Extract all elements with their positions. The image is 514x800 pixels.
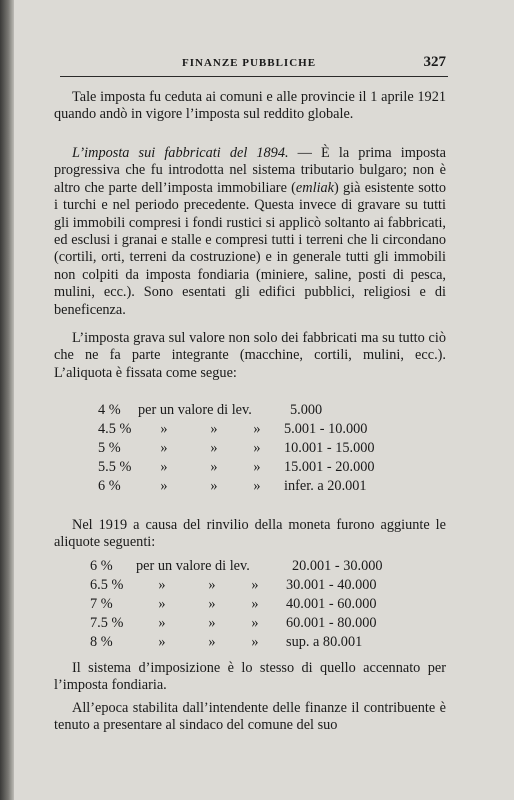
rate-table-2 [90, 557, 383, 652]
ditto-mark: » [208, 634, 216, 650]
paragraph-2-text-b: ) già esistente sotto i turchi e nel periodo precedente. Questa invece di gravare su tutti gli immobili compresi i fondi rustici si applicò soltanto ai fabbricati, ed esclusi i granai e stalle e compresi tutti i terreni che li circondano (cortili, orti, terreni da costruzione) e in generale tutti gli immobili non colpiti da imposta fondiaria (miniere, saline, posti di pesca, mulini, ecc.). Sono esentati gli edifici pubblici, religiosi e di beneficenza. [54, 179, 447, 318]
table-row [90, 557, 383, 576]
rate-value: 30.001 - 40.000 [286, 577, 377, 593]
paragraph-5: Il sistema d’imposizione è lo stesso di quello accennato per l’imposta fondiaria. [54, 660, 446, 694]
rate-percent: 5.5 % [98, 459, 132, 475]
rate-value: 5.000 [290, 402, 323, 418]
table-row [90, 614, 383, 633]
rate-value: 5.001 - 10.000 [284, 421, 368, 437]
running-head: FINANZE PUBBLICHE [182, 57, 317, 69]
table-row [98, 439, 375, 458]
paragraph-3: L’imposta grava sul valore non solo dei fabbricati ma su tutto ciò che ne fa parte integrante (macchine, cortili, mulini, ecc.). L’aliquota è fissata come segue: [54, 330, 446, 381]
rate-percent: 8 % [90, 634, 113, 650]
ditto-mark: » [158, 577, 166, 593]
rate-table-1 [98, 401, 375, 496]
ditto-mark: » [210, 440, 218, 456]
rate-value: 60.001 - 80.000 [286, 615, 377, 631]
ditto-mark: » [251, 577, 259, 593]
page-gutter-shadow [0, 0, 14, 800]
rate-value: infer. a 20.001 [284, 478, 367, 494]
rate-value: 10.001 - 15.000 [284, 440, 375, 456]
paragraph-4: Nel 1919 a causa del rinvilio della moneta furono aggiunte le aliquote seguenti: [54, 517, 446, 551]
rate-value: 15.001 - 20.000 [284, 459, 375, 475]
ditto-mark: » [210, 421, 218, 437]
ditto-mark: » [208, 596, 216, 612]
rate-value: 20.001 - 30.000 [292, 558, 383, 574]
ditto-mark: » [158, 596, 166, 612]
ditto-mark: » [208, 615, 216, 631]
paragraph-2-text-a: — È la prima imposta progressiva che fu introdotta nel sistema tributario bulgaro; non è altro che parte dell’imposta immobiliare ( [54, 145, 447, 196]
paragraph-6: All’epoca stabilita dall’intendente delle finanze il contribuente è tenuto a presentare al sindaco del comune del suo [54, 700, 446, 734]
ditto-mark: » [251, 634, 259, 650]
table-row [90, 576, 383, 595]
ditto-mark: » [210, 459, 218, 475]
rate-percent: 6 % [98, 478, 121, 494]
rate-description: per un valore di lev. [138, 402, 252, 418]
ditto-mark: » [158, 634, 166, 650]
ditto-mark: » [253, 421, 261, 437]
ditto-mark: » [160, 440, 168, 456]
ditto-mark: » [253, 440, 261, 456]
section-title: L’imposta sui fabbricati del 1894. [72, 145, 289, 161]
table-row [98, 420, 375, 439]
ditto-mark: » [160, 421, 168, 437]
ditto-mark: » [251, 615, 259, 631]
rate-percent: 7 % [90, 596, 113, 612]
paragraph-1: Tale imposta fu ceduta ai comuni e alle provincie il 1 aprile 1921 quando andò in vigore l’imposta sul reddito globale. [54, 89, 446, 123]
rate-value: sup. a 80.001 [286, 634, 363, 650]
ditto-mark: » [210, 478, 218, 494]
ditto-mark: » [253, 459, 261, 475]
ditto-mark: » [160, 478, 168, 494]
ditto-mark: » [251, 596, 259, 612]
ditto-mark: » [160, 459, 168, 475]
ditto-mark: » [158, 615, 166, 631]
ditto-mark: » [253, 478, 261, 494]
page-header [60, 54, 448, 77]
table-row [98, 401, 375, 420]
paragraph-2 [54, 145, 446, 319]
page-number: 327 [423, 54, 446, 70]
rate-percent: 4 % [98, 402, 121, 418]
table-row [90, 633, 383, 652]
rate-percent: 6 % [90, 558, 113, 574]
rate-percent: 7.5 % [90, 615, 124, 631]
rate-percent: 6.5 % [90, 577, 124, 593]
rate-description: per un valore di lev. [136, 558, 250, 574]
table-row [90, 595, 383, 614]
rate-value: 40.001 - 60.000 [286, 596, 377, 612]
rate-percent: 4.5 % [98, 421, 132, 437]
italic-term: emliak [295, 179, 335, 196]
table-row [98, 458, 375, 477]
ditto-mark: » [208, 577, 216, 593]
table-row [98, 477, 375, 496]
rate-percent: 5 % [98, 440, 121, 456]
